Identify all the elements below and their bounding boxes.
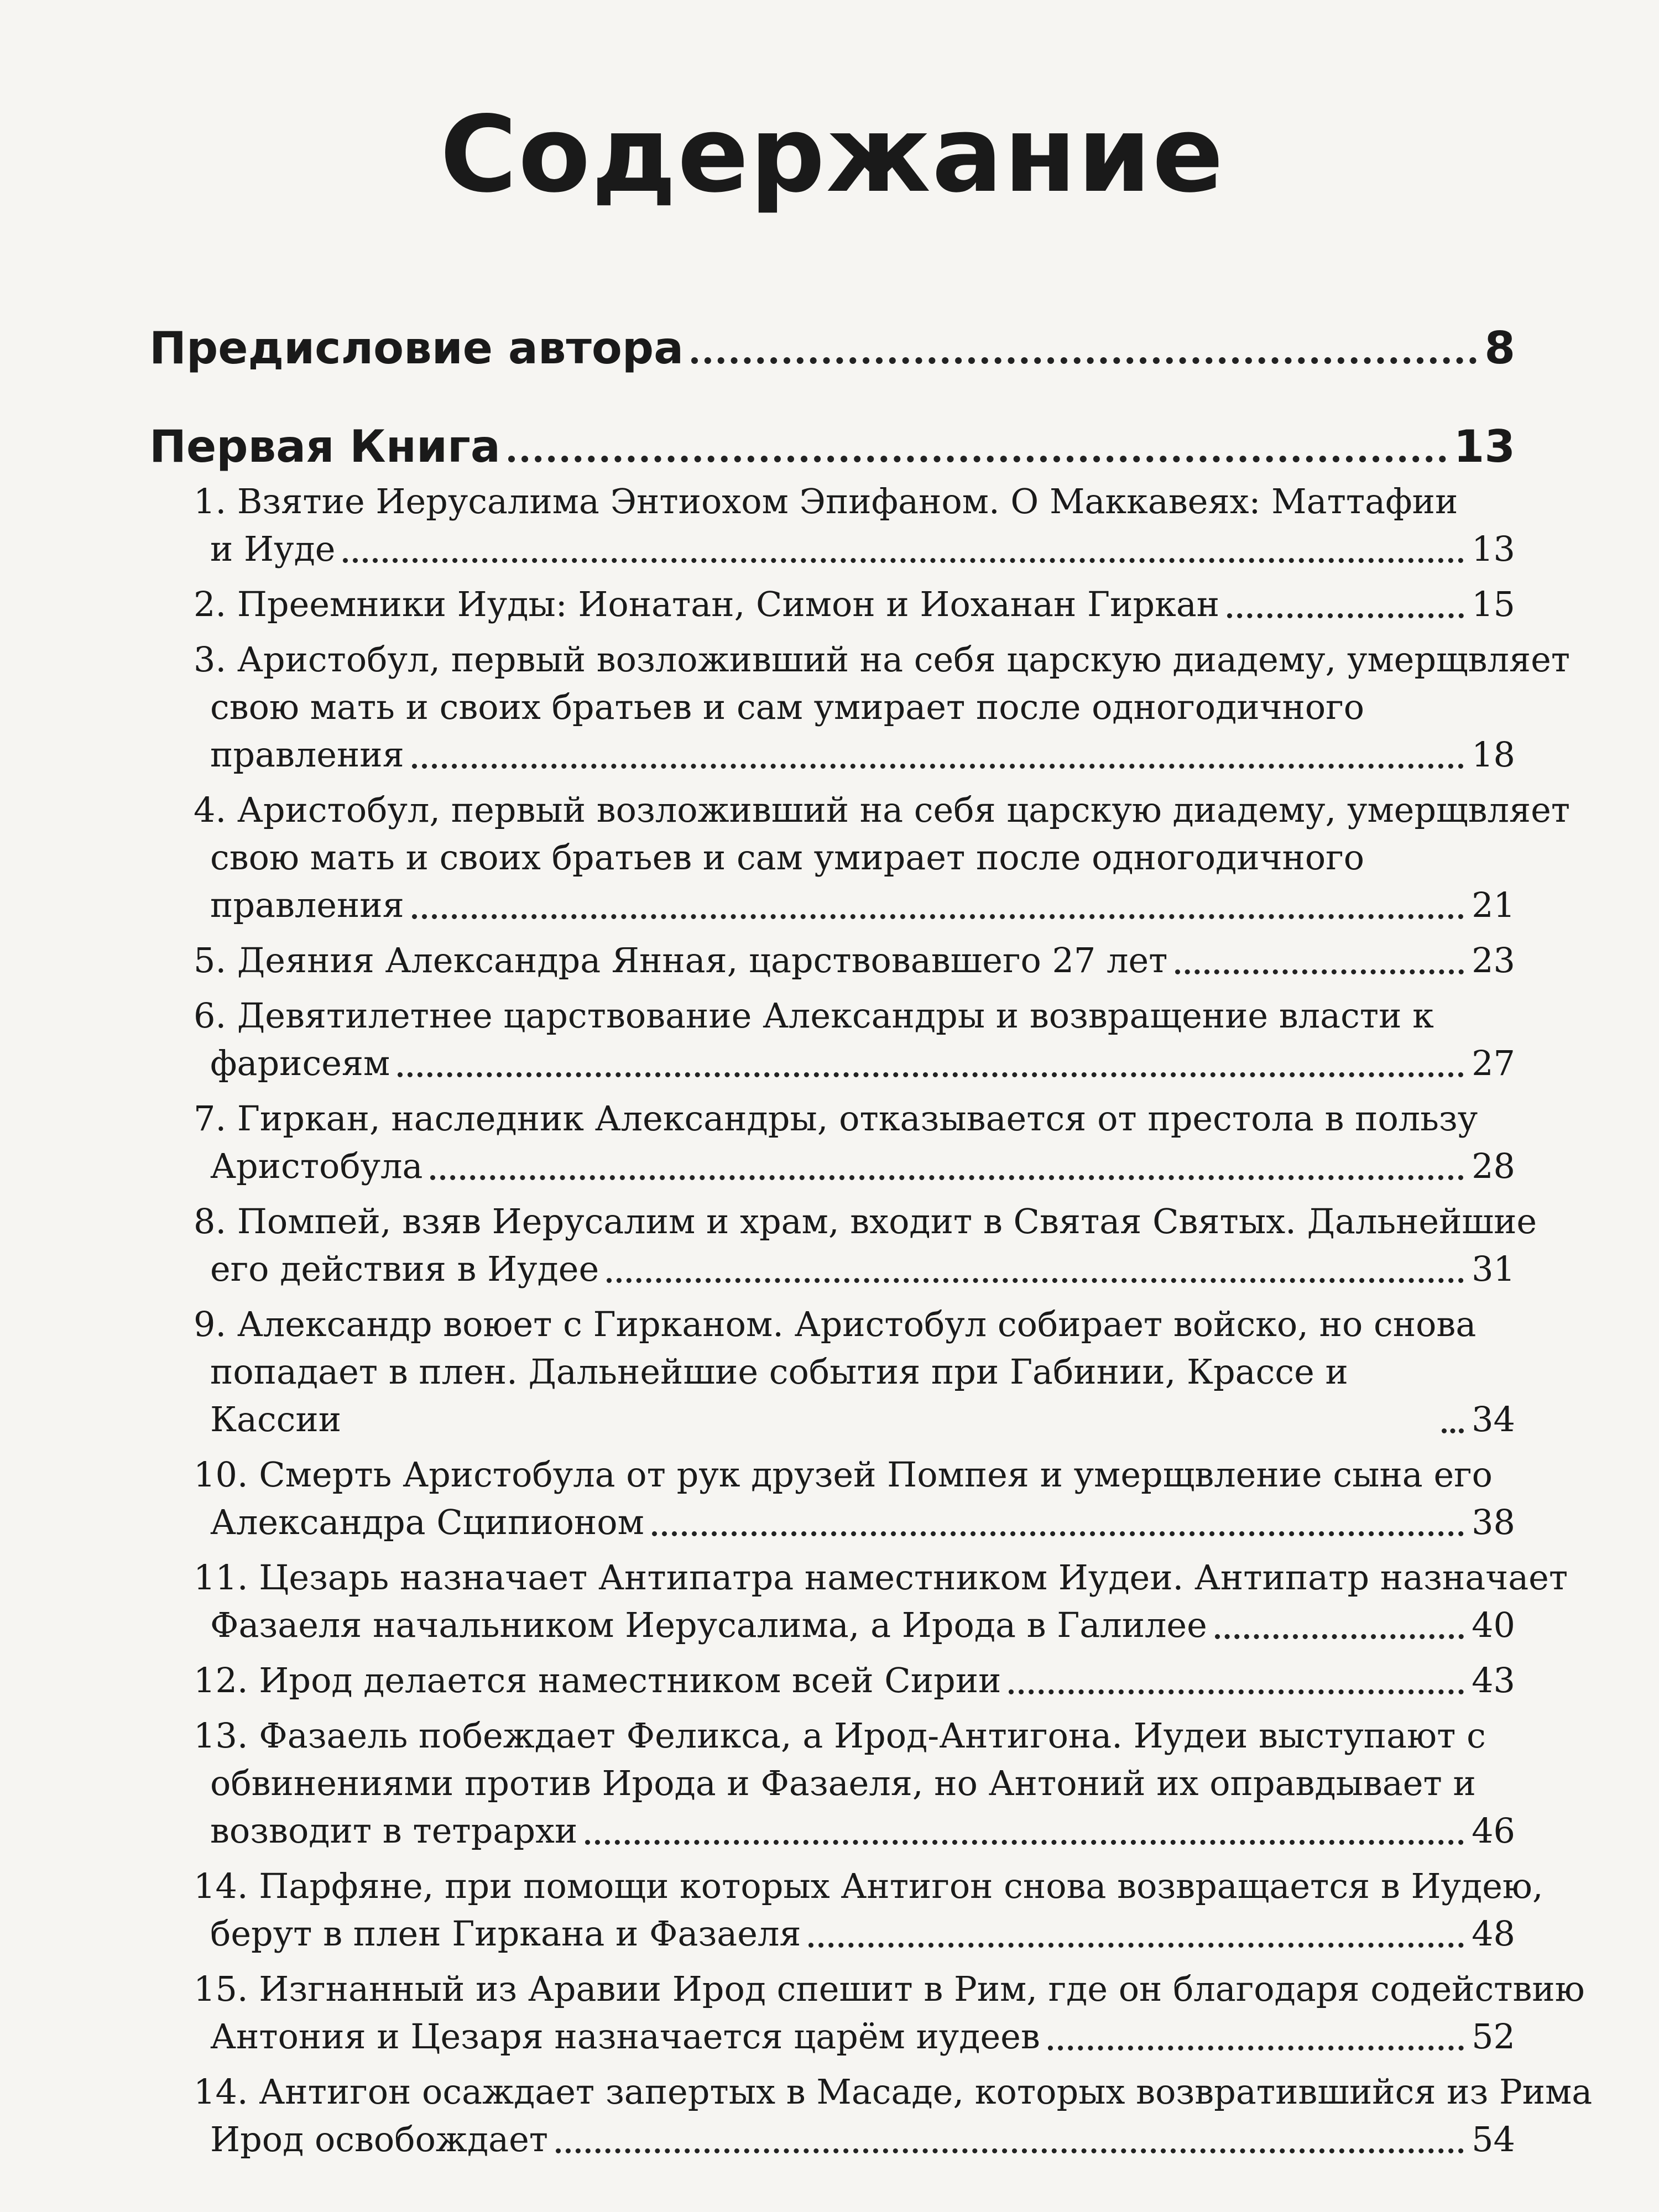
toc-entry-page: 15 xyxy=(1472,584,1515,624)
toc-entry-last-line xyxy=(194,1245,1515,1293)
toc-part-preface[interactable] xyxy=(149,321,1515,376)
toc-entry-page: 23 xyxy=(1472,940,1515,980)
toc-entry-page: 34 xyxy=(1472,1399,1515,1439)
toc-entry-text: свою мать и своих братьев и сам умирает после одногодичного xyxy=(210,837,1365,878)
dot-leader xyxy=(430,1175,1464,1180)
toc-entry-text: Аристобула xyxy=(210,1146,423,1186)
toc-entry-last-line xyxy=(194,2116,1515,2163)
toc-entry-page: 43 xyxy=(1472,1660,1515,1700)
toc-entry-text: Ирод освобождает xyxy=(210,2119,549,2159)
dot-leader xyxy=(1442,1428,1464,1433)
toc-entry-last-line xyxy=(194,1348,1515,1443)
toc-entry[interactable] xyxy=(149,1198,1537,1293)
toc-part-label: Первая Книга xyxy=(149,421,500,472)
toc-entry-last-line xyxy=(194,1910,1515,1958)
toc-entry-text: 1. Взятие Иерусалима Энтиохом Эпифаном. О Маккавеях: Маттафии xyxy=(194,481,1458,521)
toc-entry-last-line xyxy=(194,1142,1515,1190)
toc-entry-page: 38 xyxy=(1472,1502,1515,1542)
toc-entry-last-line xyxy=(194,1601,1515,1649)
toc-entry-text: 7. Гиркан, наследник Александры, отказывается от престола в пользу xyxy=(194,1098,1478,1139)
toc-entry[interactable] xyxy=(149,937,1515,984)
toc-entry-text: правления xyxy=(210,734,404,775)
dot-leader xyxy=(1175,969,1464,974)
toc-entry-page: 48 xyxy=(1472,1913,1515,1954)
toc-entry-page: 28 xyxy=(1472,1146,1515,1186)
toc-entry-text: 14. Парфяне, при помощи которых Антигон снова возвращается в Иудею, xyxy=(194,1866,1543,1906)
toc-entry-last-line xyxy=(194,731,1515,779)
toc-entry[interactable] xyxy=(149,636,1571,779)
toc-entry-page: 27 xyxy=(1472,1043,1515,1083)
toc-entry[interactable] xyxy=(149,581,1515,628)
toc-entry-text: 14. Антигон осаждает запертых в Масаде, которых возвратившийся из Рима xyxy=(194,2072,1593,2112)
toc-entry-text: попадает в плен. Дальнейшие события при Габинии, Крассе и Кассии xyxy=(210,1352,1348,1439)
toc-entry-text: 13. Фазаель побеждает Феликса, а Ирод-Антигона. Иудеи выступают с xyxy=(194,1715,1486,1756)
toc-entry-page: 54 xyxy=(1472,2119,1515,2159)
dot-leader xyxy=(652,1531,1464,1536)
toc-part-page: 8 xyxy=(1484,322,1515,374)
toc-entry-text: Александра Сципионом xyxy=(210,1502,644,1542)
toc-entry-text: 2. Преемники Иуды: Ионатан, Симон и Иоханан Гиркан xyxy=(194,584,1220,624)
toc-entry-text: Фазаеля начальником Иерусалима, а Ирода в Галилее xyxy=(210,1605,1207,1645)
dot-leader xyxy=(808,1943,1464,1948)
dot-leader xyxy=(343,558,1464,563)
dot-leader xyxy=(1009,1689,1464,1694)
toc-entry-text: 11. Цезарь назначает Антипатра наместником Иудеи. Антипатр назначает xyxy=(194,1557,1568,1598)
toc-entry-text: 3. Аристобул, первый возложивший на себя царскую диадему, умерщвляет xyxy=(194,639,1571,680)
toc-entry-page: 40 xyxy=(1472,1605,1515,1645)
toc-entry[interactable] xyxy=(149,1095,1515,1190)
toc-entry-last-line xyxy=(194,1499,1515,1546)
toc-entry-text: 10. Смерть Аристобула от рук друзей Помпея и умерщвление сына его xyxy=(194,1454,1493,1495)
dot-leader xyxy=(1215,1634,1464,1639)
toc-entry-page: 31 xyxy=(1472,1249,1515,1289)
toc-part-label: Предисловие автора xyxy=(149,322,684,374)
toc-entry[interactable] xyxy=(149,478,1515,573)
dot-leader xyxy=(412,764,1464,769)
toc-entry-page: 46 xyxy=(1472,1811,1515,1851)
toc-entry[interactable] xyxy=(149,2068,1593,2163)
toc-entry-text: 15. Изгнанный из Аравии Ирод спешит в Рим, где он благодаря содействию xyxy=(194,1969,1585,2009)
toc-entry-text: правления xyxy=(210,885,404,925)
toc-entry-text: 6. Девятилетнее царствование Александры и возвращение власти к xyxy=(194,995,1434,1036)
toc-entry-text: возводит в тетрархи xyxy=(210,1811,578,1851)
table-of-contents xyxy=(149,321,1593,2163)
dot-leader xyxy=(691,357,1477,364)
toc-entry[interactable] xyxy=(149,1301,1515,1443)
toc-entry[interactable] xyxy=(149,1554,1568,1649)
toc-items xyxy=(149,478,1593,2163)
toc-entry-last-line xyxy=(194,1657,1515,1704)
toc-entry-last-line xyxy=(194,581,1515,628)
toc-entry-text: 8. Помпей, взяв Иерусалим и храм, входит в Святая Святых. Дальнейшие xyxy=(194,1201,1537,1241)
dot-leader xyxy=(412,914,1464,919)
toc-entry-text: его действия в Иудее xyxy=(210,1249,599,1289)
dot-leader xyxy=(1048,2046,1464,2051)
toc-entry[interactable] xyxy=(149,786,1571,929)
toc-entry-page: 13 xyxy=(1472,529,1515,569)
toc-entry-page: 18 xyxy=(1472,734,1515,775)
toc-entry-text: фарисеям xyxy=(210,1043,390,1083)
toc-entry[interactable] xyxy=(149,1863,1543,1958)
toc-entry-text: 5. Деяния Александра Янная, царствовавшего 27 лет xyxy=(194,940,1168,980)
toc-entry-last-line xyxy=(194,881,1515,929)
toc-entry-text: Антония и Цезаря назначается царём иудеев xyxy=(210,2016,1040,2057)
toc-entry-text: обвинениями против Ирода и Фазаеля, но Антоний их оправдывает и xyxy=(210,1763,1476,1803)
dot-leader xyxy=(508,456,1446,462)
toc-entry-text: свою мать и своих братьев и сам умирает после одногодичного xyxy=(210,687,1365,727)
toc-entry-page: 52 xyxy=(1472,2016,1515,2057)
toc-entry-last-line xyxy=(194,525,1515,573)
toc-entry-last-line xyxy=(194,1807,1515,1855)
dot-leader xyxy=(1227,613,1464,618)
toc-entry-last-line xyxy=(194,1040,1515,1087)
toc-entry[interactable] xyxy=(149,1451,1515,1546)
toc-entry-text: 12. Ирод делается наместником всей Сирии xyxy=(194,1660,1001,1700)
toc-part-page: 13 xyxy=(1453,421,1515,472)
toc-entry-text: 9. Александр воюет с Гирканом. Аристобул собирает войско, но снова xyxy=(194,1304,1477,1344)
toc-entry[interactable] xyxy=(149,992,1515,1087)
dot-leader xyxy=(585,1840,1464,1845)
toc-entry-text: и Иуде xyxy=(210,529,336,569)
dot-leader xyxy=(607,1278,1464,1283)
toc-entry-text: берут в плен Гиркана и Фазаеля xyxy=(210,1913,801,1954)
toc-entry-text: 4. Аристобул, первый возложивший на себя царскую диадему, умерщвляет xyxy=(194,790,1571,830)
toc-part-book-one[interactable] xyxy=(149,419,1515,474)
toc-entry-page: 21 xyxy=(1472,885,1515,925)
toc-entry[interactable] xyxy=(149,1712,1515,1855)
toc-entry[interactable] xyxy=(149,1657,1515,1704)
toc-entry-last-line xyxy=(194,937,1515,984)
page-title: Содержание xyxy=(440,93,1225,216)
toc-entry[interactable] xyxy=(149,1965,1585,2060)
toc-entry-last-line xyxy=(194,2013,1515,2060)
dot-leader xyxy=(556,2148,1464,2153)
dot-leader xyxy=(398,1072,1464,1077)
